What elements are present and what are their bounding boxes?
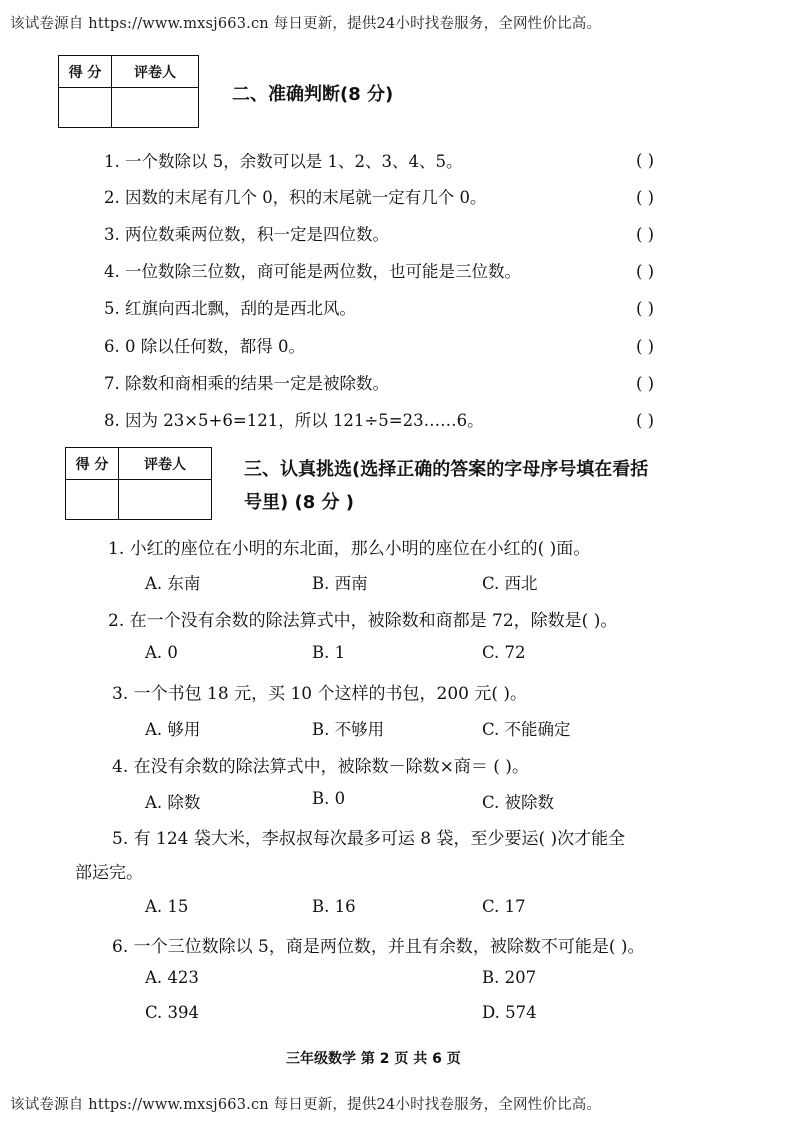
option-a: A. 够用 [145, 720, 201, 739]
option-c: C. 394 [145, 1003, 200, 1022]
source-header: 该试卷源自 https://www.mxsj663.cn 每日更新，提供24小时找卷服务，全网性价比高。 [10, 16, 602, 32]
score-label: 得 分 [66, 448, 119, 480]
answer-paren[interactable]: ( ) [636, 337, 655, 356]
grader-label: 评卷人 [119, 448, 212, 480]
choice-question: 6. 一个三位数除以 5，商是两位数，并且有余数，被除数不可能是( )。 [112, 937, 645, 957]
page-footer: 三年级数学 第 2 页 共 6 页 [286, 1051, 461, 1067]
judge-item: 5. 红旗向西北飘，刮的是西北风。 [104, 299, 356, 318]
section2-title: 二、准确判断(8 分) [232, 84, 394, 105]
option-c: C. 不能确定 [482, 720, 571, 739]
grader-cell[interactable] [119, 480, 212, 520]
option-c: C. 72 [482, 643, 526, 662]
answer-paren[interactable]: ( ) [636, 188, 655, 207]
option-a: A. 15 [145, 897, 189, 916]
section3-title-line1: 三、认真挑选(选择正确的答案的字母序号填在看括 [244, 459, 649, 480]
judge-item: 1. 一个数除以 5，余数可以是 1、2、3、4、5。 [104, 152, 463, 171]
grader-label: 评卷人 [112, 56, 199, 88]
choice-question: 3. 一个书包 18 元，买 10 个这样的书包，200 元( )。 [112, 684, 528, 704]
choice-question: 4. 在没有余数的除法算式中，被除数－除数×商＝ ( )。 [112, 757, 529, 777]
choice-question: 1. 小红的座位在小明的东北面，那么小明的座位在小红的( )面。 [108, 539, 591, 559]
section3-title-line2: 号里) (8 分 ) [244, 492, 355, 513]
answer-paren[interactable]: ( ) [636, 225, 655, 244]
option-b: B. 207 [482, 968, 537, 987]
score-box-section3 [65, 447, 212, 520]
option-b: B. 16 [312, 897, 356, 916]
judge-item: 7. 除数和商相乘的结果一定是被除数。 [104, 374, 389, 393]
option-b: B. 西南 [312, 574, 368, 593]
judge-item: 8. 因为 23×5+6=121，所以 121÷5=23……6。 [104, 411, 484, 430]
option-c: C. 西北 [482, 574, 538, 593]
option-a: A. 0 [145, 643, 178, 662]
score-box-section2 [58, 55, 199, 128]
option-b: B. 不够用 [312, 720, 385, 739]
option-b: B. 1 [312, 643, 346, 662]
option-a: A. 除数 [145, 793, 201, 812]
choice-question-cont: 部运完。 [75, 863, 143, 883]
score-cell[interactable] [59, 88, 112, 128]
score-label: 得 分 [59, 56, 112, 88]
answer-paren[interactable]: ( ) [636, 374, 655, 393]
option-a: A. 东南 [145, 574, 201, 593]
answer-paren[interactable]: ( ) [636, 151, 655, 170]
option-c: C. 17 [482, 897, 526, 916]
choice-question: 2. 在一个没有余数的除法算式中，被除数和商都是 72，除数是( )。 [108, 611, 618, 631]
judge-item: 6. 0 除以任何数，都得 0。 [104, 337, 305, 356]
option-c: C. 被除数 [482, 793, 555, 812]
choice-question: 5. 有 124 袋大米，李叔叔每次最多可运 8 袋，至少要运( )次才能全 [112, 829, 626, 849]
option-b: B. 0 [312, 789, 346, 808]
answer-paren[interactable]: ( ) [636, 262, 655, 281]
answer-paren[interactable]: ( ) [636, 299, 655, 318]
judge-item: 4. 一位数除三位数，商可能是两位数，也可能是三位数。 [104, 262, 521, 281]
source-footer: 该试卷源自 https://www.mxsj663.cn 每日更新，提供24小时找卷服务，全网性价比高。 [10, 1097, 602, 1113]
judge-item: 2. 因数的末尾有几个 0，积的末尾就一定有几个 0。 [104, 188, 487, 207]
option-d: D. 574 [482, 1003, 537, 1022]
answer-paren[interactable]: ( ) [636, 411, 655, 430]
grader-cell[interactable] [112, 88, 199, 128]
score-cell[interactable] [66, 480, 119, 520]
judge-item: 3. 两位数乘两位数，积一定是四位数。 [104, 225, 389, 244]
option-a: A. 423 [145, 968, 199, 987]
